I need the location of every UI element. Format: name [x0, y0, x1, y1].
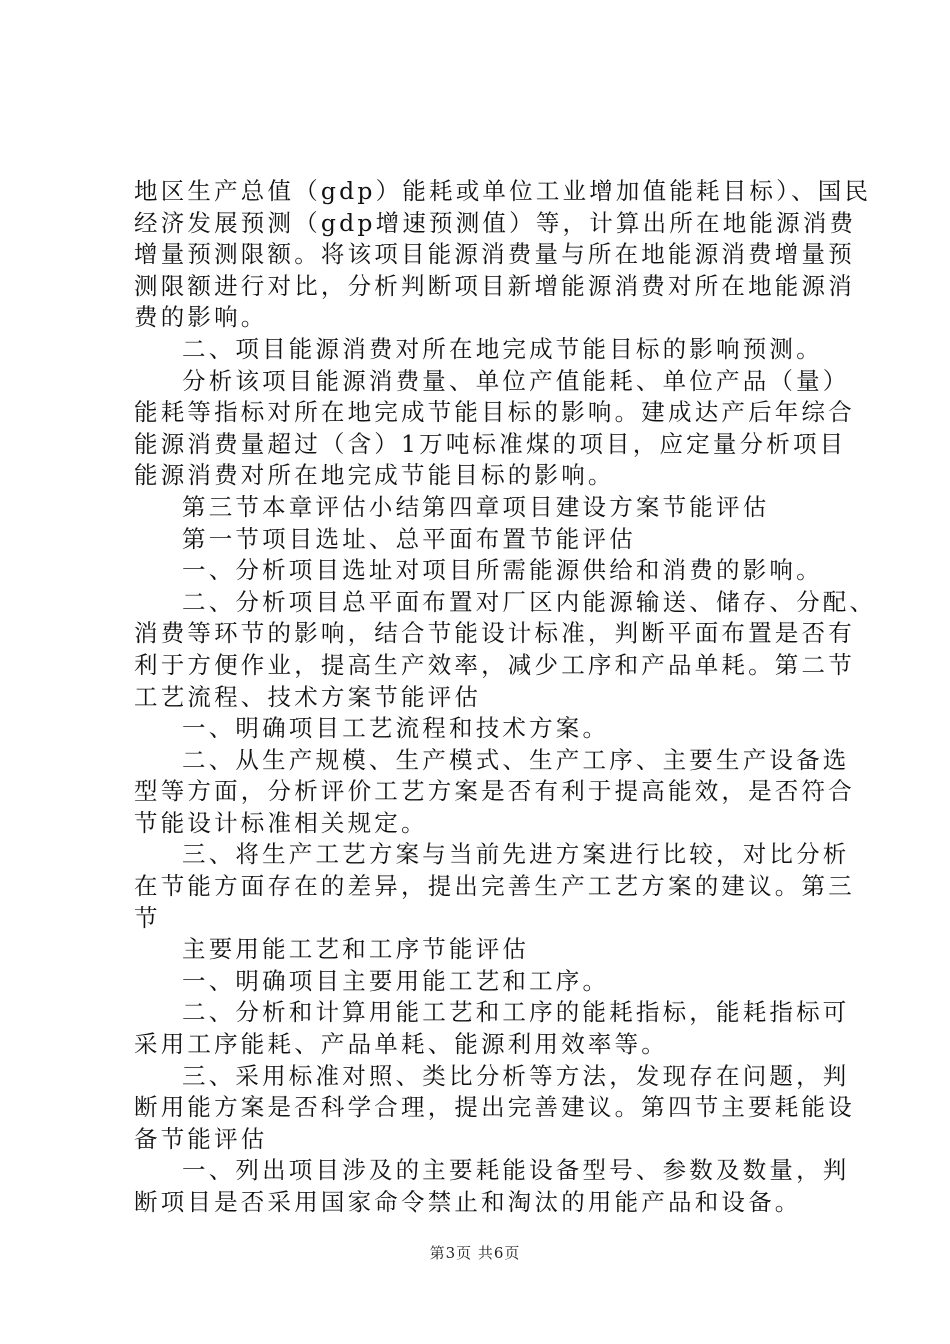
text-line: 断项目是否采用国家命令禁止和淘汰的用能产品和设备。 — [134, 1188, 802, 1216]
section-heading: 第一节项目选址、总平面布置节能评估 — [182, 524, 636, 553]
paragraph-start: 一、分析项目选址对项目所需能源供给和消费的影响。 — [182, 556, 823, 585]
text-line: 在节能方面存在的差异，提出完善生产工艺方案的建议。第三 — [134, 872, 855, 901]
paragraph-start: 二、分析和计算用能工艺和工序的能耗指标，能耗指标可 — [182, 998, 850, 1027]
text-line: 费的影响。 — [134, 303, 268, 332]
text-line: 消费等环节的影响，结合节能设计标准，判断平面布置是否有 — [134, 619, 855, 648]
paragraph-start: 分析该项目能源消费量、单位产值能耗、单位产品（量） — [182, 366, 850, 395]
text-line: 测限额进行对比，分析判断项目新增能源消费对所在地能源消 — [134, 271, 855, 300]
chapter-heading: 第三节本章评估小结第四章项目建设方案节能评估 — [182, 492, 770, 521]
text-line: 型等方面，分析评价工艺方案是否有利于提高能效，是否符合 — [134, 777, 855, 806]
text-line: 断用能方案是否科学合理，提出完善建议。第四节主要耗能设 — [134, 1093, 855, 1122]
text-line: 节能设计标准相关规定。 — [134, 808, 428, 837]
text-line: 采用工序能耗、产品单耗、能源利用效率等。 — [134, 1030, 668, 1059]
document-body — [134, 176, 877, 1219]
paragraph-start: 二、分析项目总平面布置对厂区内能源输送、储存、分配、 — [182, 587, 877, 616]
text-line: 能源消费量超过（含）1万吨标准煤的项目，应定量分析项目 — [134, 429, 847, 458]
text-line: 工艺流程、技术方案节能评估 — [134, 682, 482, 711]
text-line: 备节能评估 — [134, 1124, 268, 1153]
section-heading: 主要用能工艺和工序节能评估 — [182, 935, 530, 964]
paragraph-start: 一、明确项目主要用能工艺和工序。 — [182, 966, 610, 995]
paragraph-start: 一、明确项目工艺流程和技术方案。 — [182, 714, 610, 743]
text-line: 增量预测限额。将该项目能源消费量与所在地能源消费增量预 — [134, 240, 855, 269]
text-line: 节 — [134, 903, 161, 932]
paragraph-start: 三、采用标准对照、类比分析等方法，发现存在问题，判 — [182, 1061, 850, 1090]
paragraph-start: 一、列出项目涉及的主要耗能设备型号、参数及数量，判 — [182, 1156, 850, 1185]
text-line: 地区生产总值（gdp）能耗或单位工业增加值能耗目标）、国民 — [134, 177, 872, 205]
text-line: 能耗等指标对所在地完成节能目标的影响。建成达产后年综合 — [134, 398, 855, 427]
paragraph-start: 二、从生产规模、生产模式、生产工序、主要生产设备选 — [182, 745, 850, 774]
text-line: 能源消费对所在地完成节能目标的影响。 — [134, 461, 615, 490]
paragraph-start: 三、将生产工艺方案与当前先进方案进行比较，对比分析 — [182, 840, 850, 869]
text-line: 经济发展预测（gdp增速预测值）等，计算出所在地能源消费 — [134, 208, 857, 237]
text-line: 利于方便作业，提高生产效率，减少工序和产品单耗。第二节 — [134, 650, 855, 679]
page-number-footer: 第3页 共6页 — [429, 1244, 521, 1262]
section-heading: 二、项目能源消费对所在地完成节能目标的影响预测。 — [182, 334, 823, 363]
